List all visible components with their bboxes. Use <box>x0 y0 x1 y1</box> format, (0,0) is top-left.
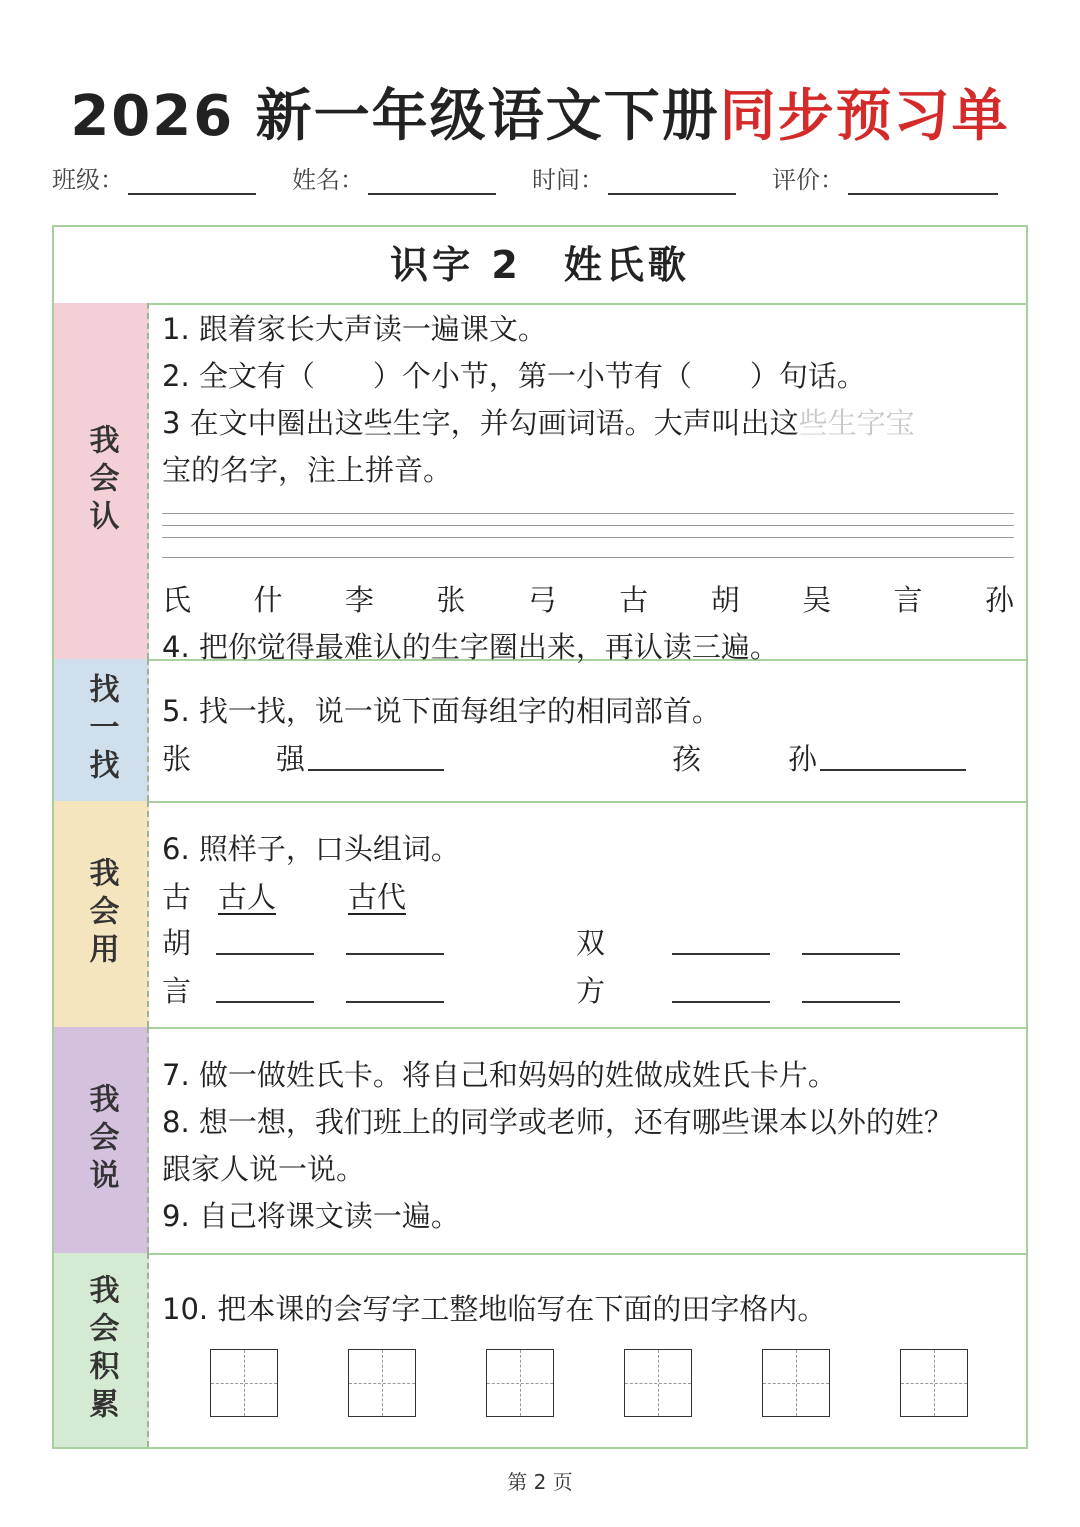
question-3-line2: 宝的名字，注上拼音。 <box>162 453 453 487</box>
section-content <box>162 659 1014 801</box>
section-label: 我会积累 <box>83 1274 119 1426</box>
example-word-1: 古人 <box>218 880 277 914</box>
question-8-line2: 跟家人说一说。 <box>162 1152 366 1186</box>
question-8-line1: 8. 想一想，我们班上的同学或老师，还有哪些课本以外的姓？ <box>162 1105 953 1139</box>
class-label: 班级： <box>52 166 124 194</box>
question-3-faded-text: 些生字宝 <box>798 406 915 440</box>
character: 言 <box>893 583 923 617</box>
student-info-bar <box>52 160 1028 200</box>
character: 古 <box>619 583 649 617</box>
character: 李 <box>344 583 374 617</box>
pinyin-line <box>162 557 1014 558</box>
word-blank[interactable] <box>216 921 314 955</box>
section-use <box>54 801 1026 1029</box>
rating-field <box>772 160 998 195</box>
pair-2-char-2: 孙 <box>788 742 818 776</box>
question-3-line1 <box>162 401 915 442</box>
name-blank[interactable] <box>368 167 496 195</box>
word-blank[interactable] <box>672 921 770 955</box>
pair-1-blank[interactable] <box>308 737 444 771</box>
question-2: 2. 全文有（ ）个小节，第一小节有（ ）句话。 <box>162 359 866 393</box>
word-char: 双 <box>576 926 606 960</box>
tian-zi-ge-box[interactable] <box>624 1349 692 1417</box>
title-highlight: 同步预习单 <box>719 84 1010 149</box>
character: 孙 <box>984 583 1014 617</box>
word-char: 方 <box>576 974 606 1008</box>
section-content <box>162 1027 1014 1253</box>
character: 胡 <box>710 583 740 617</box>
question-10: 10. 把本课的会写字工整地临写在下面的田字格内。 <box>162 1292 827 1326</box>
tian-zi-ge-box[interactable] <box>348 1349 416 1417</box>
question-5: 5. 找一找，说一说下面每组字的相同部首。 <box>162 694 721 728</box>
pair-1-char-2: 强 <box>276 742 306 776</box>
character: 弓 <box>527 583 557 617</box>
word-blank[interactable] <box>802 969 900 1003</box>
pinyin-line <box>162 525 1014 526</box>
pair-2-blank[interactable] <box>820 737 966 771</box>
tian-zi-ge-box[interactable] <box>900 1349 968 1417</box>
question-3-text: 3 在文中圈出这些生字，并勾画词语。大声叫出这 <box>162 406 799 440</box>
tian-zi-ge-box[interactable] <box>486 1349 554 1417</box>
class-field <box>52 160 256 195</box>
section-speak <box>54 1027 1026 1255</box>
character: 氏 <box>162 583 192 617</box>
rating-blank[interactable] <box>848 167 998 195</box>
new-characters-row <box>162 578 1014 619</box>
lesson-title: 识字 2 姓氏歌 <box>54 227 1026 305</box>
class-blank[interactable] <box>128 167 256 195</box>
question-4: 4. 把你觉得最难认的生字圈出来，再认读三遍。 <box>162 630 779 664</box>
page-number: 第 2 页 <box>507 1470 573 1494</box>
question-7: 7. 做一做姓氏卡。将自己和妈妈的姓做成姓氏卡片。 <box>162 1058 837 1092</box>
character: 什 <box>253 583 283 617</box>
pinyin-line <box>162 513 1014 514</box>
section-label: 我会认 <box>83 424 119 538</box>
time-field <box>532 160 736 195</box>
section-label-box <box>54 659 149 801</box>
pinyin-line <box>162 537 1014 538</box>
example-word-2: 古代 <box>348 880 407 914</box>
section-label: 我会用 <box>83 857 119 971</box>
section-recognize <box>54 303 1026 664</box>
page-title <box>0 72 1080 152</box>
rating-label: 评价： <box>772 166 844 194</box>
section-label-box <box>54 1027 149 1253</box>
word-blank[interactable] <box>802 921 900 955</box>
name-field <box>292 160 496 195</box>
character: 吴 <box>802 583 832 617</box>
section-accumulate <box>54 1253 1026 1447</box>
character: 张 <box>436 583 466 617</box>
section-label-box <box>54 1253 149 1447</box>
tian-zi-ge-box[interactable] <box>210 1349 278 1417</box>
section-label: 找一找 <box>83 673 119 787</box>
word-char: 言 <box>162 974 192 1008</box>
section-label-box <box>54 303 149 659</box>
word-blank[interactable] <box>346 921 444 955</box>
section-content <box>162 1253 1014 1447</box>
word-blank[interactable] <box>216 969 314 1003</box>
section-find <box>54 659 1026 803</box>
example-char: 古 <box>162 880 192 914</box>
section-content <box>162 801 1014 1027</box>
section-label: 我会说 <box>83 1083 119 1197</box>
name-label: 姓名： <box>292 166 364 194</box>
time-label: 时间： <box>532 166 604 194</box>
pair-2-char-1: 孩 <box>672 742 702 776</box>
pair-1-char-1: 张 <box>162 742 192 776</box>
question-9: 9. 自己将课文读一遍。 <box>162 1199 460 1233</box>
worksheet-table <box>52 225 1028 1449</box>
question-1: 1. 跟着家长大声读一遍课文。 <box>162 312 547 346</box>
section-content <box>162 303 1014 664</box>
section-label-box <box>54 801 149 1027</box>
title-main: 2026 新一年级语文下册 <box>70 84 720 149</box>
tian-zi-ge-box[interactable] <box>762 1349 830 1417</box>
word-char: 胡 <box>162 926 192 960</box>
question-6: 6. 照样子，口头组词。 <box>162 832 460 866</box>
time-blank[interactable] <box>608 167 736 195</box>
word-blank[interactable] <box>672 969 770 1003</box>
word-blank[interactable] <box>346 969 444 1003</box>
